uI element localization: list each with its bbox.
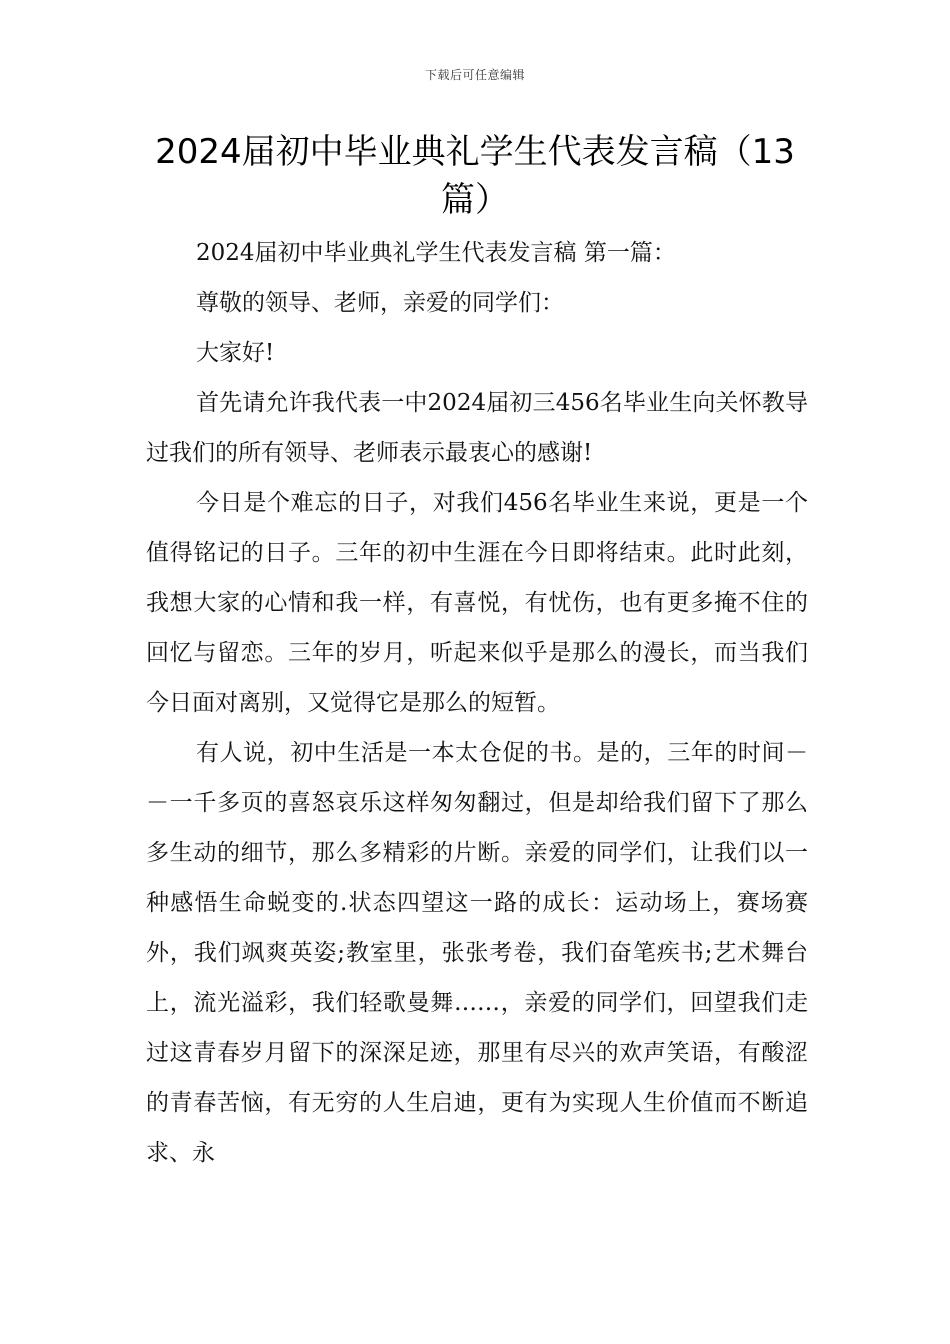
paragraph-1: 首先请允许我代表一中2024届初三456名毕业生向关怀教导过我们的所有领导、老师表示最衷心的感谢! xyxy=(146,390,808,466)
paragraph-3: 有人说，初中生活是一本太仓促的书。是的，三年的时间－－一千多页的喜怒哀乐这样匆匆翻过，但是却给我们留下了那么多生动的细节，那么多精彩的片断。亲爱的同学们，让我们以一种感悟生命蜕变的.状态四望这一路的成长：运动场上，赛场赛外，我们飒爽英姿;教室里，张张考卷，我们奋笔疾书;艺术舞台上，流光溢彩，我们轻歌曼舞……，亲爱的同学们，回望我们走过这青春岁月留下的深深足迹，那里有尽兴的欢声笑语，有酸涩的青春苦恼，有无穷的人生启迪，更有为实现人生价值而不断追求、永 xyxy=(146,740,808,1166)
greeting: 大家好! xyxy=(196,340,275,366)
header-note: 下载后可任意编辑 xyxy=(424,68,525,82)
paragraph-2: 今日是个难忘的日子，对我们456名毕业生来说，更是一个值得铭记的日子。三年的初中生涯在今日即将结束。此时此刻，我想大家的心情和我一样，有喜悦，有忧伤，也有更多掩不住的回忆与留恋。三年的岁月，听起来似乎是那么的漫长，而当我们今日面对离别，又觉得它是那么的短暂。 xyxy=(146,490,808,716)
document-title: 2024届初中毕业典礼学生代表发言稿（13篇） xyxy=(155,132,795,220)
section-heading: 2024届初中毕业典礼学生代表发言稿 第一篇： xyxy=(196,240,676,266)
salutation: 尊敬的领导、老师，亲爱的同学们： xyxy=(196,290,564,316)
document-body xyxy=(146,228,808,1178)
